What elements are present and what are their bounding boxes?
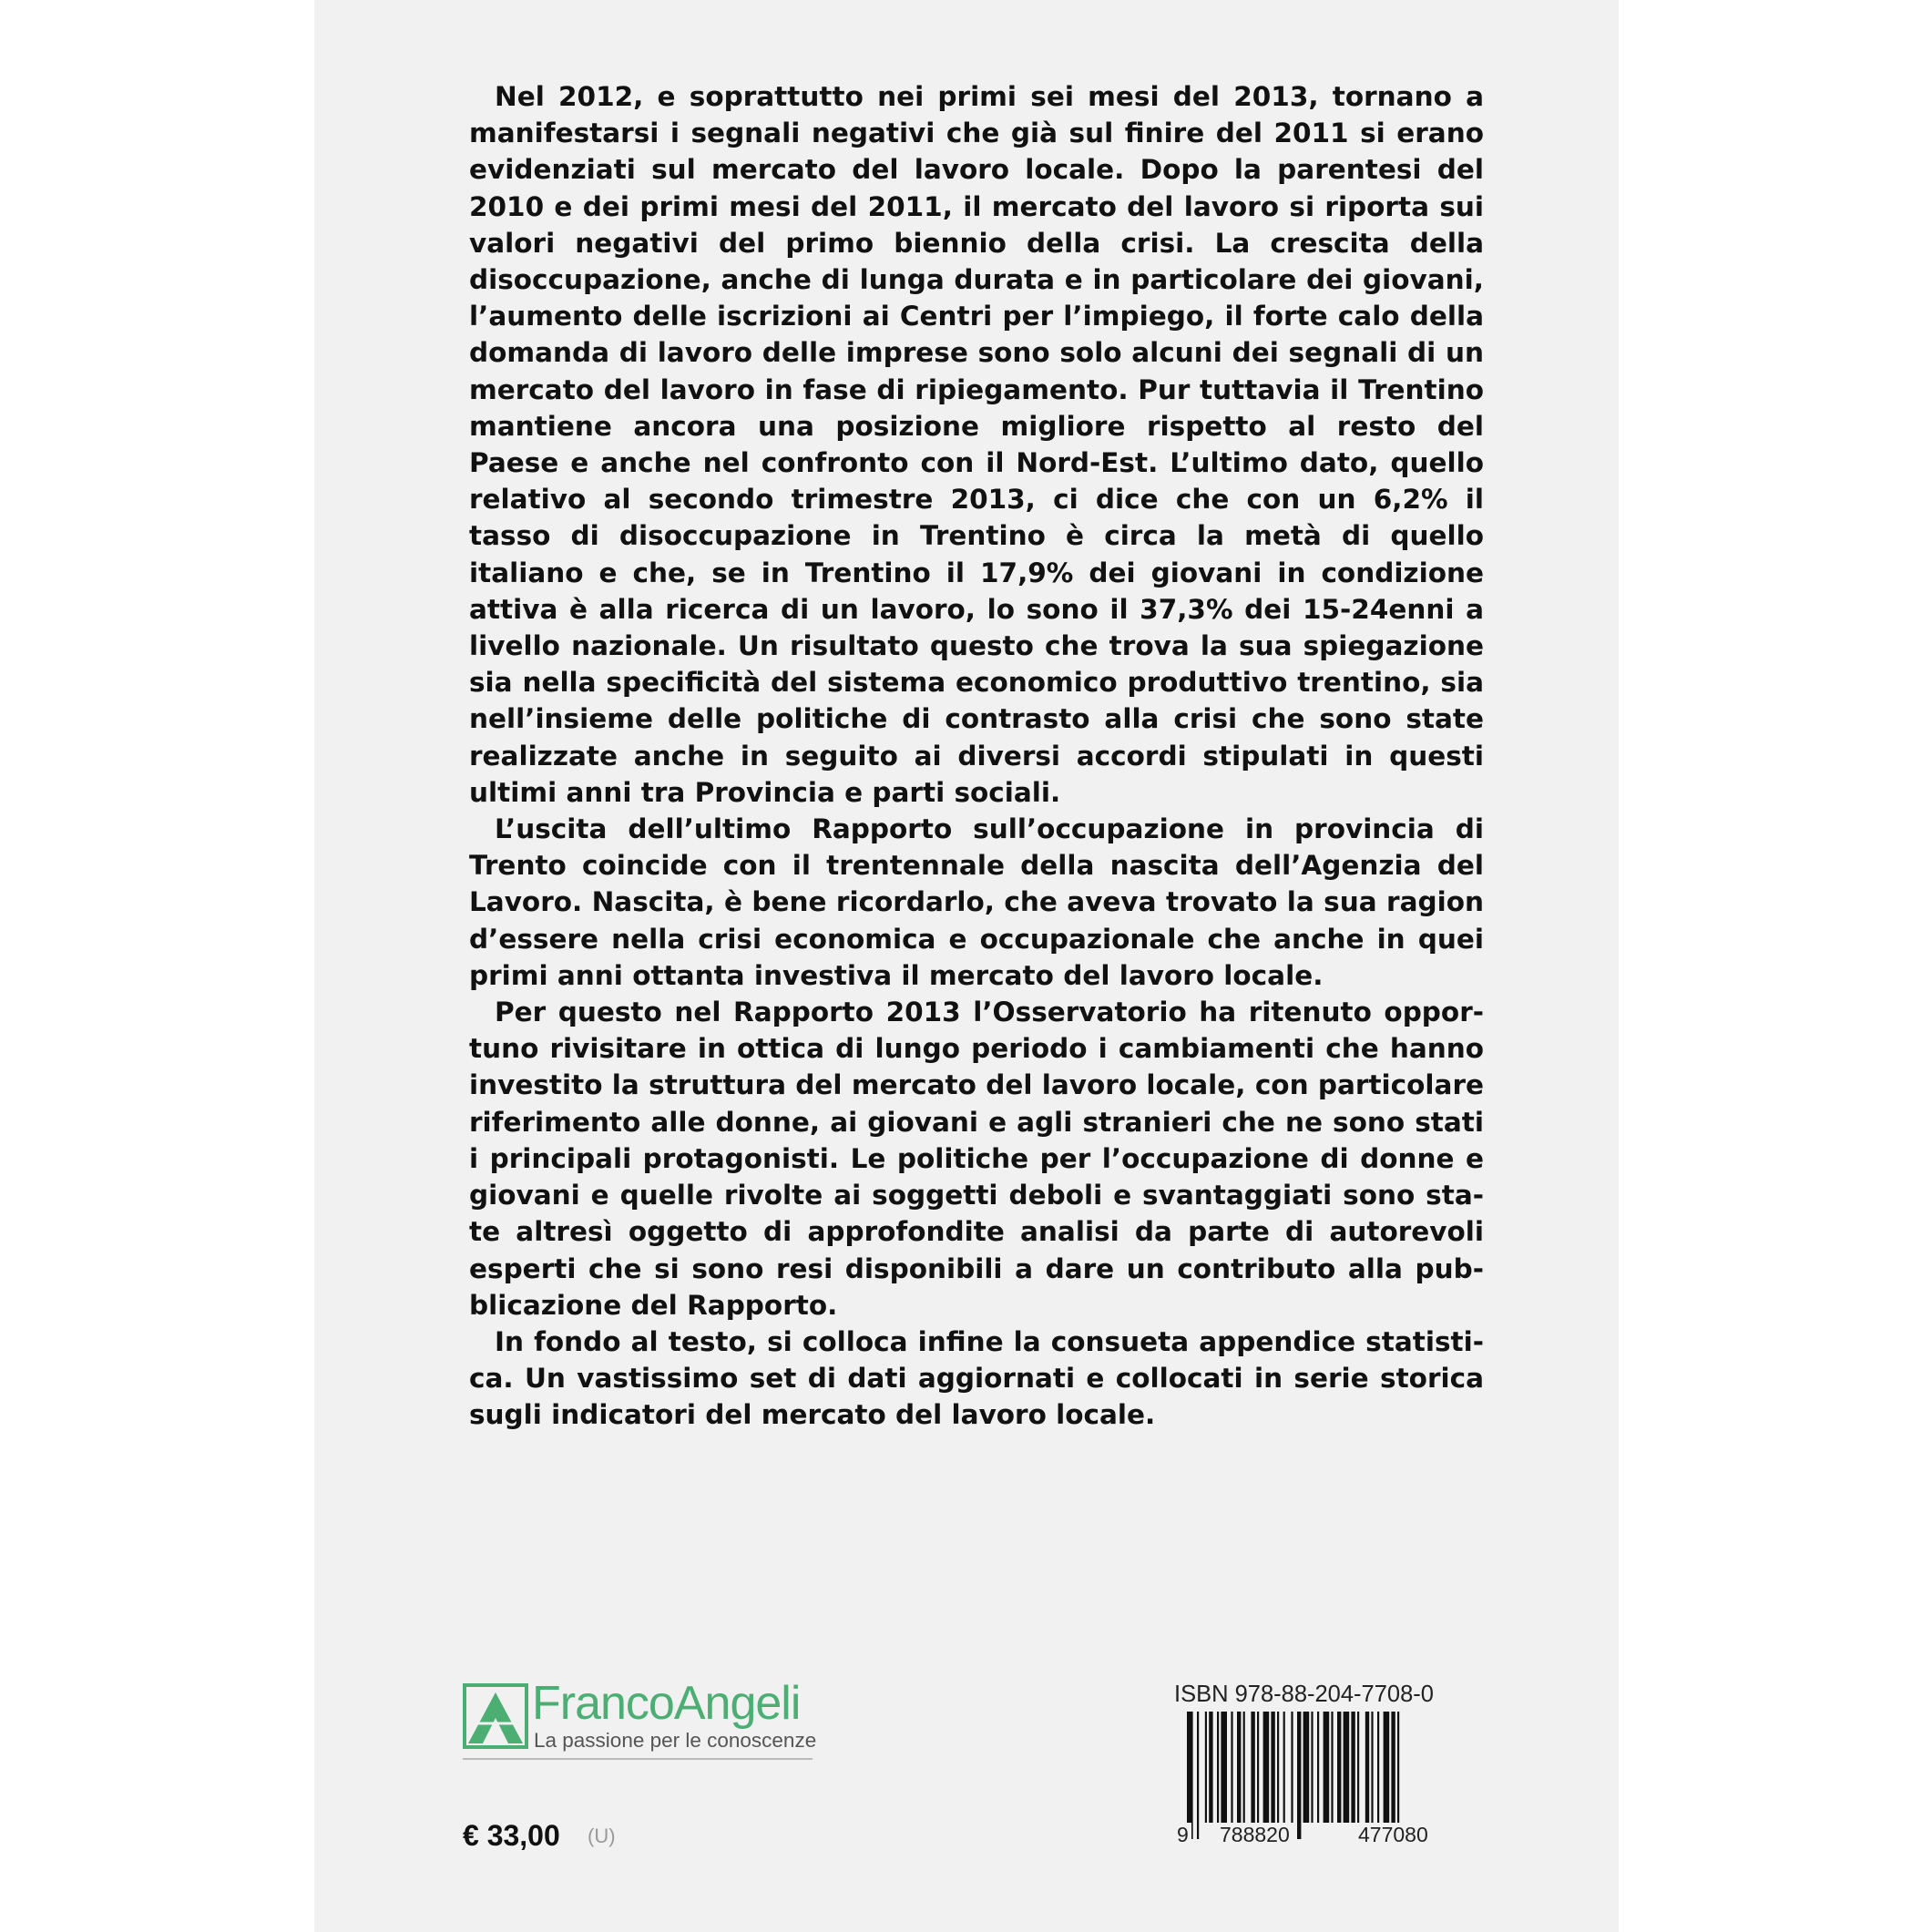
barcode-bar	[1291, 1712, 1293, 1823]
blurb-paragraph-2: L’uscita dell’ultimo Rapporto sull’occupazione in provincia di Trento coincide con il trentennale della nascita dell’Agenzia del Lavoro. Nascita, è bene ricordarlo, che aveva trovato la sua ragion d’essere nella crisi economica e occupazionale che anche in quei primi anni ottanta investiva il mercato del lavoro locale.	[469, 813, 1484, 991]
barcode-bar	[1263, 1712, 1270, 1823]
barcode-bar	[1337, 1712, 1341, 1823]
barcode-bar	[1209, 1712, 1212, 1823]
barcode-digits-left: 788820	[1217, 1823, 1293, 1847]
barcode-bar	[1391, 1712, 1395, 1823]
barcode-bar	[1324, 1712, 1330, 1823]
isbn-label: ISBN 978-88-204-7708-0	[1174, 1682, 1434, 1707]
barcode-bar	[1365, 1712, 1369, 1823]
barcode-bar	[1251, 1712, 1254, 1823]
barcode-bar	[1221, 1712, 1227, 1823]
price-code: (U)	[588, 1825, 616, 1847]
barcode-bar	[1243, 1712, 1245, 1823]
barcode-bar	[1331, 1712, 1333, 1823]
francoangeli-logo-mark-icon	[463, 1683, 528, 1749]
barcode-bar	[1311, 1712, 1313, 1823]
barcode-bar	[1277, 1712, 1279, 1823]
publisher-name: FrancoAngeli	[532, 1677, 801, 1730]
barcode-bar	[1317, 1712, 1319, 1823]
barcode-bar	[1231, 1712, 1232, 1823]
barcode-digits-right: 477080	[1355, 1823, 1431, 1847]
barcode-bar	[1271, 1712, 1274, 1823]
barcode-bar	[1351, 1712, 1354, 1823]
barcode-bar	[1297, 1712, 1301, 1839]
blurb-paragraph-3: Per questo nel Rapporto 2013 l’Osservatorio ha ritenuto opportuno rivisitare in ottica di lungo periodo i cambiamenti che hanno investito la struttura del mercato del lavoro locale, con particolare riferimento alle donne, ai giovani e agli stranieri che ne sono stati i principali protagonisti. Le politiche per l’occupazione di donne e giovani e quelle rivolte ai soggetti deboli e svantaggiati sono state altresì oggetto di approfondite analisi da parte di autorevoli esperti che si sono resi disponibili a dare un contributo alla pubblicazione del Rapporto.	[469, 997, 1484, 1321]
blurb-text	[469, 78, 1484, 1434]
barcode-bar	[1205, 1712, 1207, 1823]
barcode-bar	[1217, 1712, 1219, 1823]
blurb-paragraph-1: Nel 2012, e soprattutto nei primi sei mesi del 2013, tornano a manifestarsi i segnali negativi che già sul finire del 2011 si erano evidenziati sul mercato del lavoro locale. Dopo la parentesi del 2010 e dei primi mesi del 2011, il mercato del lavoro si riporta sui valori negativi del primo biennio della crisi. La crescita della disoccupazione, anche di lunga durata e in particolare dei giovani, l’aumento delle iscrizioni ai Centri per l’impiego, il forte calo della domanda di lavoro delle imprese sono solo alcuni dei segnali di un mercato del lavoro in fase di ripiegamento. Pur tuttavia il Trentino mantiene ancora una posizione migliore rispetto al resto del Paese e anche nel confronto con il Nord-Est. L’ultimo dato, quello relativo al secondo trimestre 2013, ci dice che con un 6,2% il tasso di disoccupazione in Trentino è circa la metà di quello italiano e che, se in Trentino il 17,9% dei giovani in condizione attiva è alla ricerca di un lavoro, lo sono il 37,3% dei 15-24enni a livello nazionale. Un risultato questo che trova la sua spiegazione sia nella specificità del sistema economico produttivo trentino, sia nell’insieme delle politiche di contrasto alla crisi che sono state realizzate anche in seguito ai diversi accordi stipulati in questi ultimi anni tra Provincia e parti sociali.	[469, 81, 1484, 808]
barcode-bar	[1344, 1712, 1350, 1823]
barcode-bar	[1384, 1712, 1390, 1823]
price: € 33,00	[463, 1819, 560, 1852]
barcode-bar	[1303, 1712, 1310, 1823]
blurb-paragraph-4: In fondo al testo, si colloca infine la consueta appendice statistica. Un vastissimo set di dati aggiornati e collocati in serie storica sugli indicatori del mercato del lavoro locale.	[469, 1325, 1484, 1431]
barcode-digit-lead: 9	[1174, 1823, 1191, 1847]
barcode-bar	[1187, 1712, 1193, 1839]
publisher-tagline: La passione per le conoscenze	[534, 1729, 817, 1752]
publisher-logo	[463, 1677, 817, 1760]
barcode-bar	[1237, 1712, 1241, 1823]
barcode-bar	[1257, 1712, 1259, 1823]
barcode-bar	[1371, 1712, 1373, 1823]
barcode-bar	[1197, 1712, 1199, 1839]
barcode-bar	[1283, 1712, 1285, 1823]
barcode-bar	[1357, 1712, 1359, 1823]
barcode	[1174, 1712, 1484, 1839]
barcode-bar	[1397, 1712, 1399, 1839]
barcode-bar	[1377, 1712, 1379, 1823]
logo-divider	[463, 1758, 813, 1760]
